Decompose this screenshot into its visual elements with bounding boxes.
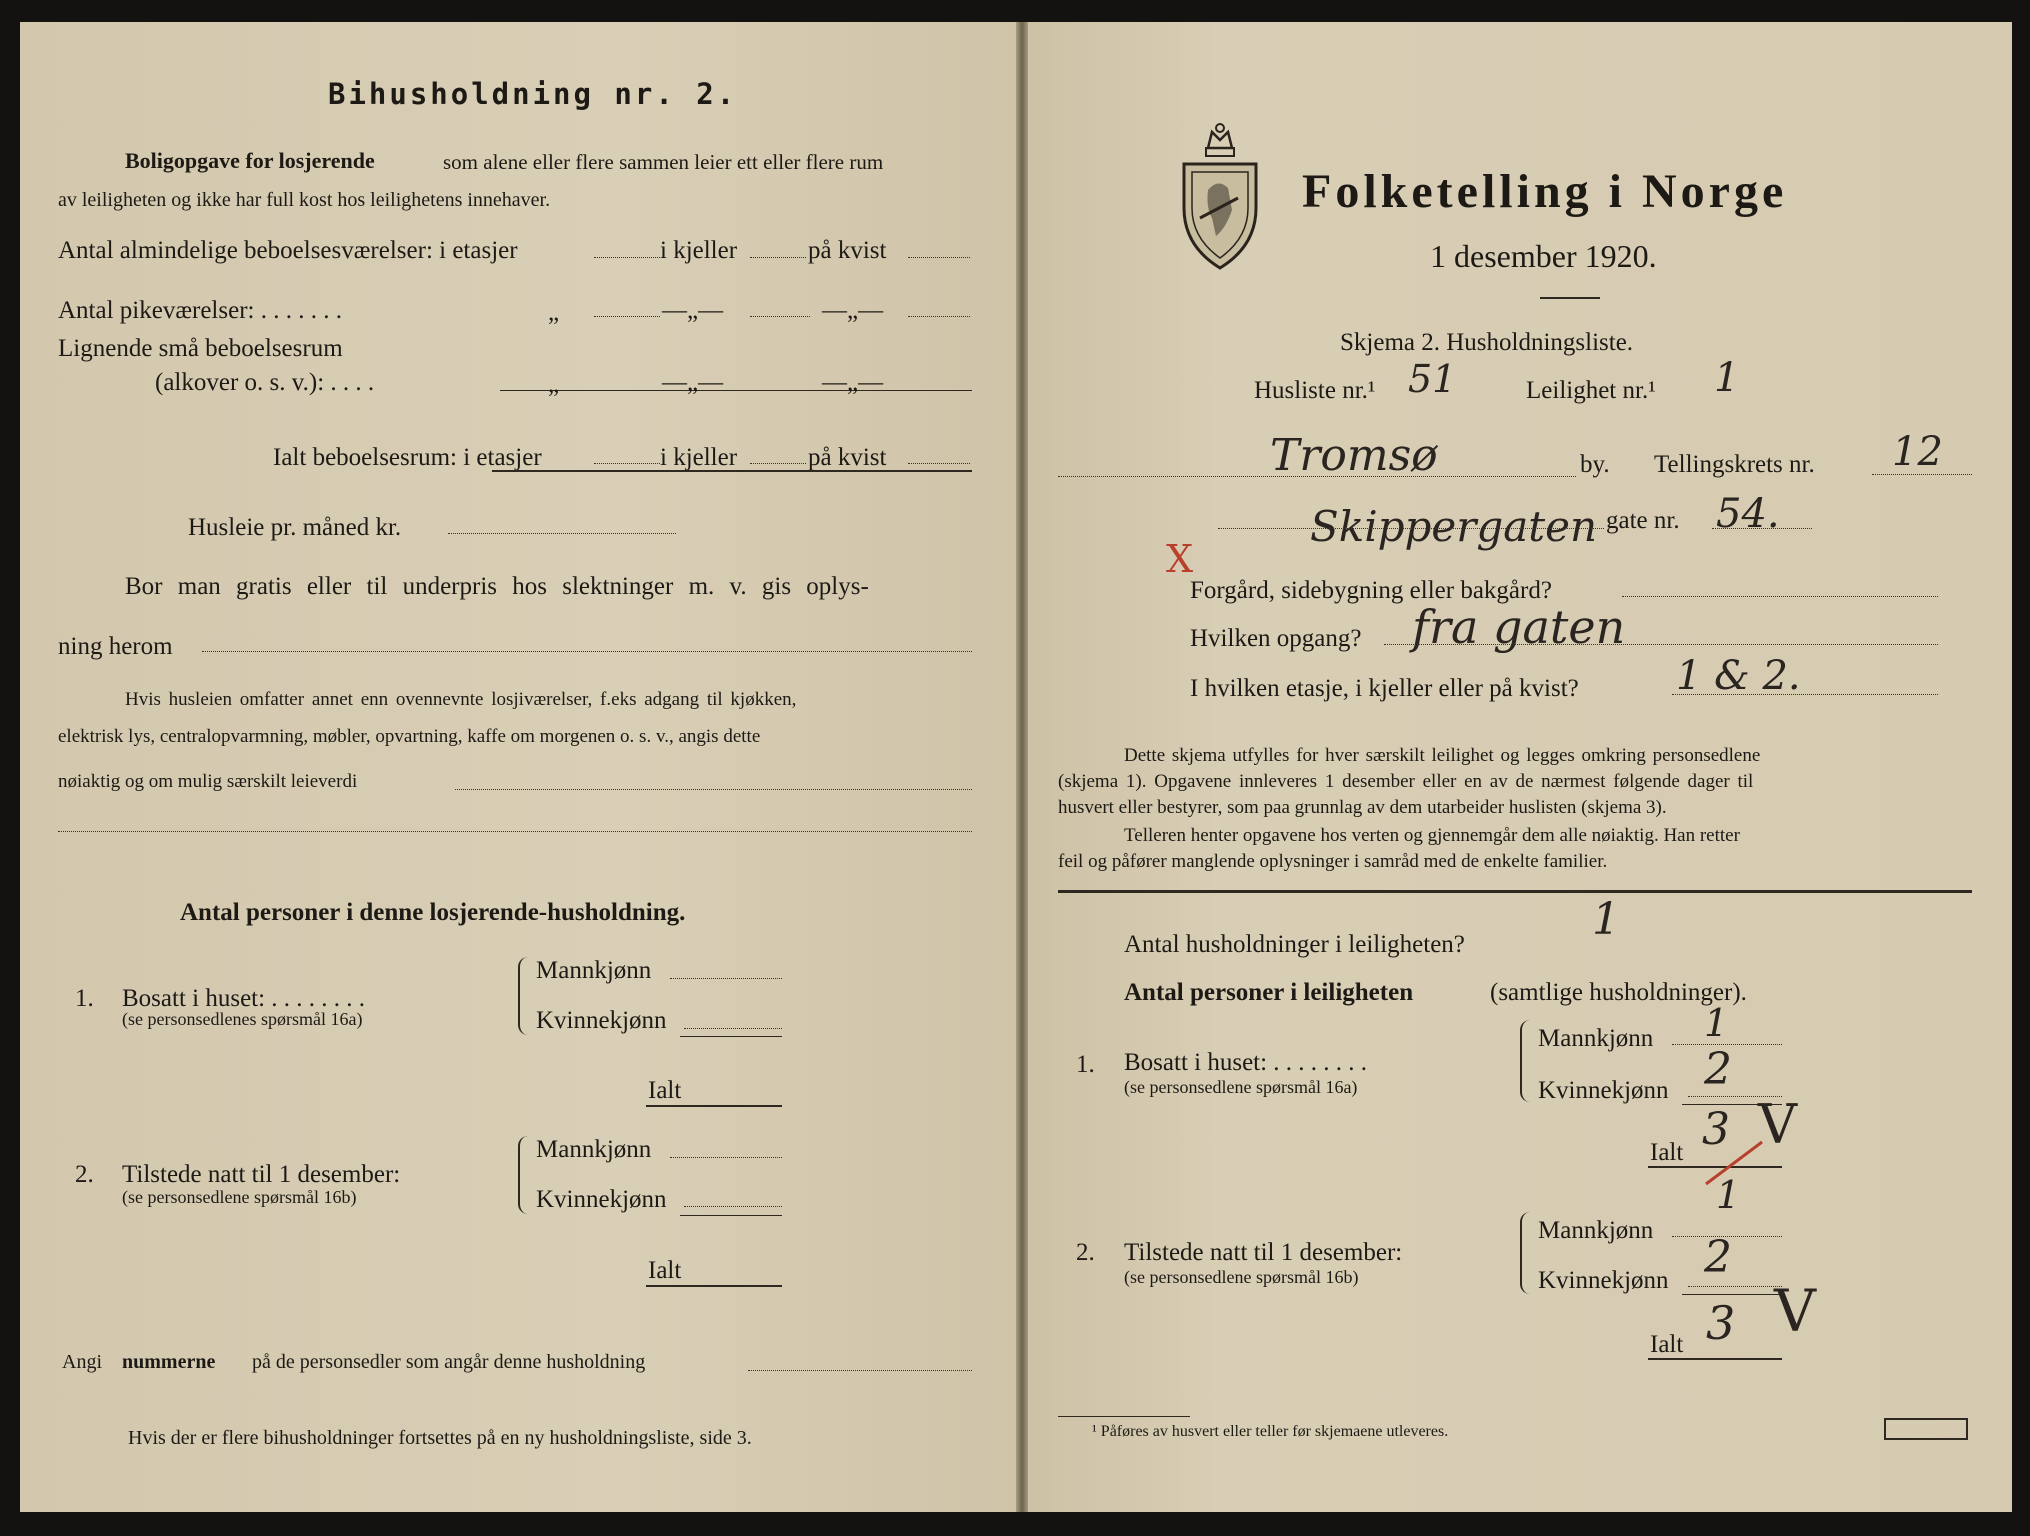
husliste-label: Husliste nr.¹: [1254, 377, 1376, 404]
title-rule: [1540, 297, 1600, 299]
page-fold: [1016, 22, 1028, 1512]
angi-label: Angi: [62, 1351, 102, 1373]
leilighet-value[interactable]: 1: [1714, 355, 1740, 401]
q1-mann-value[interactable]: 1: [1704, 1001, 1729, 1045]
coat-of-arms-icon: [1178, 118, 1262, 270]
left-footer: Hvis der er flere bihusholdninger fortsettes på en ny husholdningsliste, side 3.: [128, 1427, 752, 1449]
mannkjonn-label: Mannkjønn: [536, 957, 652, 984]
ialt-etasjer-field[interactable]: [594, 463, 660, 464]
q2-ialt-field[interactable]: [646, 1285, 782, 1287]
q1-check-mark: V: [1758, 1093, 1797, 1156]
forgaard-label: Forgård, sidebygning eller bakgård?: [1190, 577, 1552, 604]
q2-label: Tilstede natt til 1 desember:: [122, 1161, 401, 1188]
ditto-mark: —„—: [822, 369, 884, 396]
by-label: by.: [1580, 451, 1610, 478]
q2-brace: [1520, 1212, 1532, 1294]
by-value[interactable]: Tromsø: [1270, 430, 1438, 481]
q2-ialt-label: Ialt: [648, 1257, 682, 1284]
antal-pike-label: Antal pikeværelser: . . . . . . .: [58, 297, 342, 324]
etasje-field: [1672, 694, 1938, 695]
printer-stamp: [1884, 1418, 1968, 1440]
husliste-value[interactable]: 51: [1408, 357, 1457, 401]
q2-note: (se personsedlene spørsmål 16b): [1124, 1267, 1359, 1287]
paa-kvist-label: på kvist: [808, 237, 887, 264]
leieverdi-field[interactable]: [455, 789, 972, 790]
q1-brace: [1520, 1020, 1532, 1102]
dette-line1: Dette skjema utfylles for hver særskilt leilighet og legges omkring personsedlene: [1124, 745, 1761, 766]
i-kjeller-label: i kjeller: [660, 237, 738, 264]
forgaard-check-mark[interactable]: X: [1166, 537, 1194, 581]
antal-husholdninger-label: Antal husholdninger i leiligheten?: [1124, 931, 1465, 958]
q2-note: (se personsedlene spørsmål 16b): [122, 1187, 357, 1207]
q1-ialt-label: Ialt: [1650, 1139, 1684, 1166]
personer-title: Antal personer i denne losjerende-husholdning.: [180, 899, 686, 926]
gate-nr-field: [1712, 528, 1812, 529]
ialt-beboelse-label: Ialt beboelsesrum: i etasjer: [273, 444, 542, 471]
q1-brace: [518, 957, 530, 1035]
dette-line3: husvert eller bestyrer, som paa grunnlag av dem utarbeider huslisten (skjema 3).: [1058, 797, 1667, 818]
kvinnekjonn-label: Kvinnekjønn: [536, 1007, 667, 1034]
paa-kvist-label: på kvist: [808, 444, 887, 471]
q1-note: (se personsedlenes spørsmål 16a): [122, 1009, 363, 1029]
q2-ialt-field: [1648, 1358, 1782, 1360]
q1-sum-line: [680, 1036, 782, 1037]
q1-label: Bosatt i huset: . . . . . . . .: [122, 985, 366, 1012]
leilighet-label: Leilighet nr.¹: [1526, 377, 1656, 404]
bihusholdning-title: Bihusholdning nr. 2.: [328, 77, 738, 111]
bor-man-line1: Bor man gratis eller til underpris hos slektninger m. v. gis oplys-: [125, 573, 869, 600]
q1-ialt-label: Ialt: [648, 1077, 682, 1104]
husleie-field[interactable]: [448, 533, 676, 534]
q2-kvinne-value[interactable]: 2: [1704, 1232, 1732, 1283]
skjema-label: Skjema 2. Husholdningsliste.: [1340, 329, 1634, 356]
antal-personer-bold: Antal personer i leiligheten: [1124, 979, 1414, 1006]
angi-rest: på de personsedler som angår denne husholdning: [252, 1351, 646, 1373]
kjeller-field[interactable]: [750, 257, 806, 258]
ditto-mark: —„—: [662, 297, 724, 324]
hvis-line2: elektrisk lys, centralopvarmning, møbler, opvartning, kaffe om morgenen o. s. v., angis dette: [58, 726, 761, 747]
i-kjeller-label: i kjeller: [660, 444, 738, 471]
husleie-label: Husleie pr. måned kr.: [188, 514, 402, 541]
etasje-value[interactable]: 1 & 2.: [1676, 653, 1801, 699]
q1-kvinne-field[interactable]: [684, 1028, 782, 1029]
census-date: 1 desember 1920.: [1430, 238, 1657, 274]
kvinnekjonn-label: Kvinnekjønn: [536, 1186, 667, 1213]
q2-label: Tilstede natt til 1 desember:: [1124, 1239, 1403, 1266]
q2-mann-value[interactable]: 1: [1716, 1173, 1741, 1217]
ditto-mark: „: [548, 371, 560, 398]
hvis-line3: nøiaktig og om mulig særskilt leieverdi: [58, 771, 358, 792]
gate-nr-value[interactable]: 54.: [1716, 491, 1780, 537]
etasje-label: I hvilken etasje, i kjeller eller på kvist?: [1190, 675, 1579, 702]
opgang-value[interactable]: fra gaten: [1412, 600, 1626, 654]
footnote-rule: [1058, 1416, 1190, 1417]
forgaard-field[interactable]: [1622, 596, 1938, 597]
mannkjonn-label: Mannkjønn: [1538, 1217, 1654, 1244]
dette-line2: (skjema 1). Opgavene innleveres 1 desember eller en av de nærmest følgende dager til: [1058, 771, 1754, 792]
pike-etasjer-field[interactable]: [594, 316, 660, 317]
mannkjonn-label: Mannkjønn: [536, 1136, 652, 1163]
by-field: [1058, 476, 1576, 477]
kvinnekjonn-label: Kvinnekjønn: [1538, 1077, 1669, 1104]
q1-mann-field[interactable]: [670, 978, 782, 979]
lignende-underline: [500, 390, 972, 391]
ditto-mark: —„—: [822, 297, 884, 324]
q1-number: 1.: [1076, 1051, 1095, 1078]
opgang-label: Hvilken opgang?: [1190, 625, 1362, 652]
telleren-line2: feil og påfører manglende oplysninger i samråd med de enkelte familier.: [1058, 851, 1608, 872]
q1-label: Bosatt i huset: . . . . . . . .: [1124, 1049, 1368, 1076]
hvis-line1: Hvis husleien omfatter annet enn ovennevnte losjiværelser, f.eks adgang til kjøkken,: [125, 689, 797, 710]
kvinnekjonn-label: Kvinnekjønn: [1538, 1267, 1669, 1294]
antal-personer-rest: (samtlige husholdninger).: [1490, 979, 1747, 1006]
gate-value[interactable]: Skippergaten: [1310, 502, 1598, 551]
angi-field[interactable]: [748, 1370, 972, 1371]
q2-sum-line: [680, 1215, 782, 1216]
pike-kjeller-field[interactable]: [750, 316, 810, 317]
kvist-field[interactable]: [908, 257, 970, 258]
q2-mann-field[interactable]: [670, 1157, 782, 1158]
q2-brace: [518, 1136, 530, 1214]
lignende-label-1: Lignende små beboelsesrum: [58, 335, 343, 362]
ditto-mark: „: [548, 299, 560, 326]
intro-bold: Boligopgave for losjerende: [125, 148, 375, 173]
tellingskrets-field: [1872, 474, 1972, 475]
oplysning-field[interactable]: [202, 651, 972, 652]
q1-note: (se personsedlene spørsmål 16a): [1124, 1077, 1358, 1097]
q2-ialt-label: Ialt: [1650, 1331, 1684, 1358]
etasjer-field[interactable]: [594, 257, 660, 258]
q2-number: 2.: [1076, 1239, 1095, 1266]
ialt-kvist-field[interactable]: [908, 463, 970, 464]
gate-nr-label: gate nr.: [1606, 507, 1680, 534]
q2-sum-line: [1682, 1294, 1782, 1295]
q1-ialt-field[interactable]: [646, 1105, 782, 1107]
ditto-mark: —„—: [662, 369, 724, 396]
q1-ialt-value[interactable]: 3: [1702, 1104, 1730, 1155]
q2-ialt-value[interactable]: 3: [1706, 1296, 1736, 1350]
mannkjonn-label: Mannkjønn: [1538, 1025, 1654, 1052]
tellingskrets-value[interactable]: 12: [1892, 429, 1943, 475]
opgang-field: [1384, 644, 1938, 645]
antal-beboelse-label: Antal almindelige beboelsesværelser: i etasjer: [58, 237, 518, 264]
pike-kvist-field[interactable]: [908, 316, 970, 317]
intro-rest: som alene eller flere sammen leier ett eller flere rum: [443, 150, 884, 174]
telleren-line1: Telleren henter opgavene hos verten og gjennemgår dem alle nøiaktig. Han retter: [1124, 825, 1740, 846]
antal-husholdninger-value[interactable]: 1: [1592, 894, 1620, 945]
q2-kvinne-field[interactable]: [684, 1206, 782, 1207]
footnote: ¹ Påføres av husvert eller teller før skjemaene utleveres.: [1092, 1423, 1449, 1440]
intro-line2: av leiligheten og ikke har full kost hos leilighetens innehaver.: [58, 189, 551, 211]
q2-kvinne-field: [1688, 1286, 1782, 1287]
gate-field: [1218, 528, 1604, 529]
divider-rule: [1058, 890, 1972, 893]
lignende-label-2: (alkover o. s. v.): . . . .: [155, 369, 375, 396]
leieverdi-field-2[interactable]: [58, 831, 972, 832]
ialt-underline: [492, 470, 972, 472]
q2-number: 2.: [75, 1161, 94, 1188]
tellingskrets-label: Tellingskrets nr.: [1654, 451, 1815, 478]
q2-check-mark: V: [1774, 1277, 1816, 1345]
angi-bold: nummerne: [122, 1351, 216, 1373]
census-title: Folketelling i Norge: [1302, 165, 1788, 218]
ialt-kjeller-field[interactable]: [750, 463, 806, 464]
q1-number: 1.: [75, 985, 94, 1012]
q1-kvinne-value[interactable]: 2: [1704, 1044, 1732, 1095]
bor-man-line2: ning herom: [58, 633, 173, 660]
